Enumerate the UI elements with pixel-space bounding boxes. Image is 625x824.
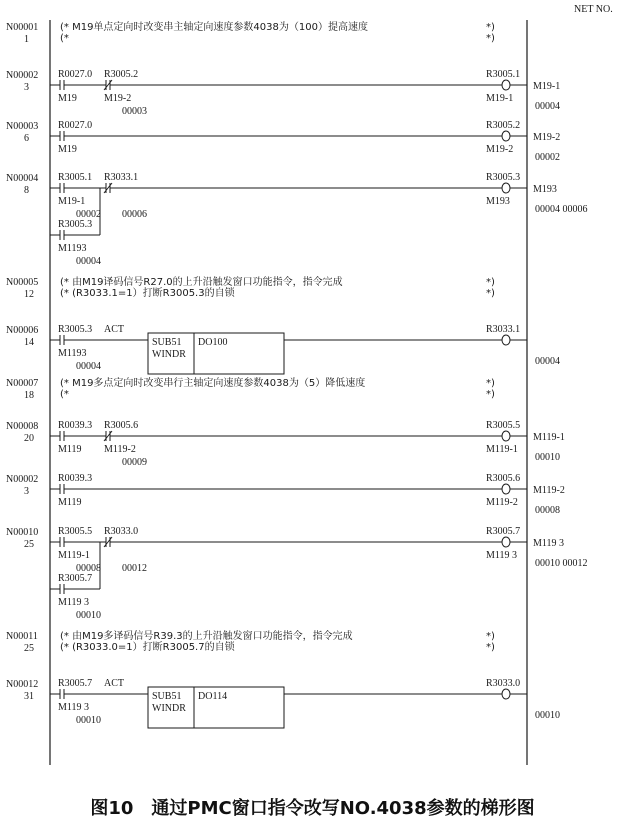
rung-step: 8: [24, 185, 29, 196]
rung-number: N00006: [6, 325, 39, 336]
contact-reference: 00008: [76, 563, 101, 574]
rung-step: 12: [24, 289, 34, 300]
no-contact: [60, 689, 64, 699]
contact-address: R0039.3: [58, 420, 93, 431]
coil-address: R3005.3: [486, 172, 521, 183]
contact-reference: 00004: [76, 361, 101, 372]
rung-step: 25: [24, 643, 34, 654]
function-subname: WINDR: [152, 703, 186, 714]
contact-address: R3005.2: [104, 69, 139, 80]
coil-symbol: [502, 335, 510, 345]
parallel-no-contact: [60, 584, 64, 594]
coil-label: M19-1: [486, 93, 514, 104]
rung-n00002-8: [6, 473, 565, 516]
rung-step: 1: [24, 34, 29, 45]
rung-comment-end: *): [486, 631, 495, 642]
no-contact: [60, 484, 64, 494]
contact-address: R0039.3: [58, 473, 93, 484]
rung-n00008-7: [6, 420, 565, 468]
contact-label: M119: [58, 444, 82, 455]
rung-n00006-5: [6, 324, 560, 374]
rung-number: N00008: [6, 421, 39, 432]
rung-comment-line: (* (R3033.1=1）打断R3005.3的自锁: [60, 288, 235, 299]
contact-address: R3005.5: [58, 526, 93, 537]
function-name: SUB51: [152, 337, 182, 348]
figure-caption: 图10 通过PMC窗口指令改写NO.4038参数的梯形图: [90, 798, 535, 819]
contact-address: R0027.0: [58, 69, 93, 80]
rung-comment-end: *): [486, 378, 495, 389]
rung-step: 3: [24, 486, 29, 497]
rung-step: 18: [24, 390, 34, 401]
rung-n00004-3: [6, 172, 588, 267]
rung-comment-end: *): [486, 22, 495, 33]
rung-comment-line: (* (R3033.0=1）打断R3005.7的自锁: [60, 642, 235, 653]
no-contact: [60, 537, 64, 547]
parallel-contact-reference: 00004: [76, 256, 101, 267]
contact-address: R3033.1: [104, 172, 139, 183]
side-signal-name: M19-1: [533, 81, 561, 92]
net-no-header: NET NO.: [574, 4, 613, 15]
rung-comment-end: *): [486, 389, 495, 400]
coil-symbol: [502, 484, 510, 494]
side-signal-name: M119 3: [533, 538, 565, 549]
parallel-contact-label: M119 3: [58, 597, 90, 608]
function-name: SUB51: [152, 691, 182, 702]
rung-comment-line: (*: [60, 389, 69, 400]
function-param: DO100: [198, 337, 228, 348]
rung-comment-end: *): [486, 642, 495, 653]
no-contact: [60, 80, 64, 90]
rung-comment-line: (* M19多点定向时改变串行主轴定向速度参数4038为（5）降低速度: [60, 378, 366, 389]
no-contact: [60, 183, 64, 193]
contact-reference: 00009: [122, 457, 147, 468]
coil-symbol: [502, 183, 510, 193]
rung-number: N00012: [6, 679, 39, 690]
contact-reference: 00010: [76, 715, 101, 726]
side-cross-reference: 00010 00012: [535, 558, 588, 569]
side-cross-reference: 00010: [535, 452, 560, 463]
contact-address: R3005.7: [58, 678, 93, 689]
coil-address: R3005.7: [486, 526, 521, 537]
contact-reference: 00012: [122, 563, 147, 574]
rung-comment-line: (* M19单点定向时改变串主轴定向速度参数4038为（100）提高速度: [60, 22, 368, 33]
coil-label: M119-2: [486, 497, 518, 508]
rung-number: N00003: [6, 121, 39, 132]
coil-symbol: [502, 431, 510, 441]
coil-symbol: [502, 537, 510, 547]
rung-step: 25: [24, 539, 34, 550]
side-signal-name: M119-2: [533, 485, 565, 496]
contact-label: M1193: [58, 348, 87, 359]
side-cross-reference: 00004: [535, 101, 560, 112]
rung-step: 6: [24, 133, 29, 144]
side-signal-name: M193: [533, 184, 557, 195]
contact-address: R3005.6: [104, 420, 139, 431]
no-contact: [60, 131, 64, 141]
function-subname: WINDR: [152, 349, 186, 360]
no-contact: [60, 335, 64, 345]
act-label: ACT: [104, 678, 124, 689]
rung-n00010-9: [6, 526, 588, 621]
rung-comment-end: *): [486, 277, 495, 288]
coil-symbol: [502, 80, 510, 90]
rung-number: N00005: [6, 277, 39, 288]
coil-label: M119-1: [486, 444, 518, 455]
coil-address: R3005.1: [486, 69, 521, 80]
no-contact: [60, 431, 64, 441]
side-cross-reference: 00008: [535, 505, 560, 516]
contact-label: M19-2: [104, 93, 132, 104]
rung-comment-line: (*: [60, 33, 69, 44]
coil-label: M119 3: [486, 550, 518, 561]
rung-n00002-1: [6, 69, 560, 117]
rung-number: N00004: [6, 173, 39, 184]
coil-label: M19-2: [486, 144, 514, 155]
rung-number: N00002: [6, 474, 39, 485]
rung-step: 3: [24, 82, 29, 93]
coil-label: M193: [486, 196, 510, 207]
side-signal-name: M119-1: [533, 432, 565, 443]
rung-number: N00001: [6, 22, 39, 33]
rungs: [6, 20, 588, 728]
rung-number: N00011: [6, 631, 38, 642]
rung-n00001-0: [6, 20, 495, 45]
contact-reference: 00002: [76, 209, 101, 220]
rung-n00007-6: [6, 376, 495, 401]
rung-step: 20: [24, 433, 34, 444]
rung-step: 31: [24, 691, 34, 702]
parallel-contact-reference: 00010: [76, 610, 101, 621]
act-label: ACT: [104, 324, 124, 335]
coil-address: R3005.2: [486, 120, 521, 131]
contact-label: M19: [58, 144, 77, 155]
coil-symbol: [502, 689, 510, 699]
rung-n00011-10: [6, 629, 495, 654]
rung-step: 14: [24, 337, 34, 348]
contact-reference: 00003: [122, 106, 147, 117]
coil-address: R3033.1: [486, 324, 521, 335]
contact-label: M119-2: [104, 444, 136, 455]
contact-address: R3005.1: [58, 172, 93, 183]
rung-comment-end: *): [486, 33, 495, 44]
coil-address: R3005.6: [486, 473, 521, 484]
rung-comment-line: (* 由M19译码信号R27.0的上升沿触发窗口功能指令，指令完成: [60, 277, 343, 288]
side-cross-reference: 00002: [535, 152, 560, 163]
contact-label: M119-1: [58, 550, 90, 561]
rung-number: N00010: [6, 527, 39, 538]
contact-address: R3005.3: [58, 324, 93, 335]
contact-reference: 00006: [122, 209, 147, 220]
side-cross-reference: 00010: [535, 710, 560, 721]
parallel-contact-address: R3005.7: [58, 573, 93, 584]
coil-symbol: [502, 131, 510, 141]
coil-address: R3005.5: [486, 420, 521, 431]
function-param: DO114: [198, 691, 228, 702]
contact-label: M19-1: [58, 196, 86, 207]
rung-n00005-4: [6, 275, 495, 300]
contact-address: R3033.0: [104, 526, 139, 537]
contact-label: M19: [58, 93, 77, 104]
contact-label: M119 3: [58, 702, 90, 713]
contact-address: R0027.0: [58, 120, 93, 131]
rung-comment-line: (* 由M19多译码信号R39.3的上升沿触发窗口功能指令，指令完成: [60, 631, 353, 642]
side-signal-name: M19-2: [533, 132, 561, 143]
rung-number: N00007: [6, 378, 39, 389]
parallel-contact-label: M1193: [58, 243, 87, 254]
coil-address: R3033.0: [486, 678, 521, 689]
parallel-contact-address: R3005.3: [58, 219, 93, 230]
rung-number: N00002: [6, 70, 39, 81]
rung-n00012-11: [6, 678, 560, 728]
side-cross-reference: 00004 00006: [535, 204, 588, 215]
parallel-no-contact: [60, 230, 64, 240]
rung-comment-end: *): [486, 288, 495, 299]
side-cross-reference: 00004: [535, 356, 560, 367]
contact-label: M119: [58, 497, 82, 508]
rung-n00003-2: [6, 120, 560, 163]
